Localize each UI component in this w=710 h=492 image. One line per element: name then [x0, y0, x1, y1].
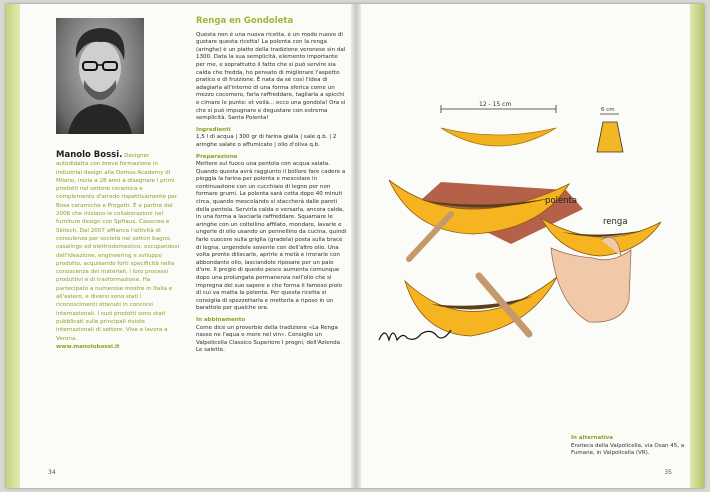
signature-text: Manolo Bossi — [361, 4, 368, 5]
designer-bio — [56, 151, 180, 351]
left-page-edge — [6, 4, 20, 488]
page-number-left: 34 — [48, 469, 56, 476]
book-spread — [6, 4, 704, 488]
gondola-boat-hand — [541, 218, 661, 256]
alternative-text: Enoteca della Valpolicella, via Osan 45, a Fumane, in Valpolicella (VR). — [571, 442, 685, 457]
polenta-slice-sketch — [441, 128, 556, 146]
ingredients-text: 1,5 l di acqua | 300 gr di farina gialla | sale q.b. | 2 aringhe salate o affumicate | olio d'oliva q.b. — [196, 134, 337, 148]
preparation-text: Mettere sul fuoco una pentola con acqua salata. Quando questa avrà raggiunto il bollore fare cadere a pioggia la farina per polenta e mescolare in continuazione con un cucchiaio di legno per non formare grumi. La polenta sarà cotta dopo 40 minuti circa, quando mescolando si staccherà dalle pareti della pentola. Servirla calda o versarla, ancora calda, in una forma a lasciarla raffreddare. Squamare le aringhe con un coltellino affilato, mondare, lavarle e ungerle di olio usando un pennellino da cucina, quindi farle cuocere sulla griglia (gradela) posta sulla brace di legna, ungendole sovente con dell'altro olio. Una volta pronte diliscarle, aprirle a metà e irrorarle con abbondante olio, lasciandole riposare per un paio d'ore. Il pregio di questo pesce aumenta comunque dopo una prolungata permanenza nell'olio che si impregna del suo sapore e che forma il famoso piolo di cui va matta la polenta. Per questa ricetta si consiglia di spezzettarla e metterla a riposo in un barattolo per qualche ora. — [196, 161, 347, 312]
dimension-label-section: 6 cm — [601, 107, 615, 113]
ingredients-heading: Ingredienti — [196, 126, 231, 133]
right-page-edge — [690, 4, 704, 488]
holding-hand — [551, 248, 631, 322]
cross-section-sketch — [597, 122, 623, 152]
designer-website-link[interactable]: www.manolobossi.it — [56, 343, 120, 350]
book-gutter — [351, 4, 361, 488]
designer-portrait — [56, 18, 144, 134]
label-renga: renga — [603, 217, 628, 227]
label-polenta: polenta — [545, 196, 578, 206]
recipe-intro: Questa non è una nuova ricetta, è un modo nuovo di gustare questa ricetta! La polenta con la renga (aringhe) è un piatto della tradizione veronese sin dal 1300. Data la sua semplicità, elemento importante per me, e soprattutto il fatto che si può servire sia calda che fredda, ho pensato di migliorare l'aspetto pratico e di fruizione. È nata da sé così l'idea di adagiarla all'interno di una forma sferica come un mezzo cocomero, farla raffreddare, tagliarla a spicchi e cimare le punte: et voilà... ecco una gondola! Ora si che si può impugnare e degustare con estrema semplicità. Santa Polenta! — [196, 31, 346, 122]
designer-bio-text: Designer autodidatta con breve formazione in industrial design alla Domus Academy di Milano, inizia a 28 anni a disegnare i primi prodotti nel settore ceramica e complemento d'arredo rispettivamente per Bosa ceramiche e Progetti. È a partire dal 2006 che iniziano le collaborazioni nel furniture design con SpHaus, Casscrea e Skitsch. Dal 2007 affianca l'attività di consulenza per società nei settori bagno, casalingo ed elettrodomestico, occupandosi dell'ideazione, engineering e sviluppo prodotto, acquisendo forti specificità nella conoscenza dei materiali, i loro processi produttivi e di trasformazione. Ha partecipato a numerose mostre in Italia e all'estero, e diversi sono stati i riconoscimenti ottenuti in concorsi internazionali. I suoi prodotti sono stati pubblicati sulle principali riviste internazionali di settore. Vive e lavora a Verona. — [56, 153, 180, 342]
pairing-text: Come dice un proverbio della tradizione «La Renga nasse ne l'aqua e more nel vin». Consiglio un Valpolicella Classico Superiore I progni, dell'Azienda Le salette. — [196, 324, 341, 354]
gondola-illustration — [361, 4, 690, 424]
page-number-right: 35 — [664, 469, 672, 476]
alternative-box — [571, 435, 686, 458]
designer-name: Manolo Bossi. — [56, 150, 123, 160]
alternative-heading: In alternativa — [571, 435, 613, 441]
preparation-heading: Preparazione — [196, 153, 238, 160]
recipe-title: Renga en Gondoleta — [196, 16, 294, 26]
left-page — [20, 4, 351, 488]
pairing-heading: In abbinamento — [196, 316, 246, 323]
recipe-column — [196, 18, 348, 355]
dimension-label-slice: 12 - 15 cm — [479, 101, 512, 108]
right-page — [361, 4, 690, 488]
designer-signature — [379, 330, 451, 340]
